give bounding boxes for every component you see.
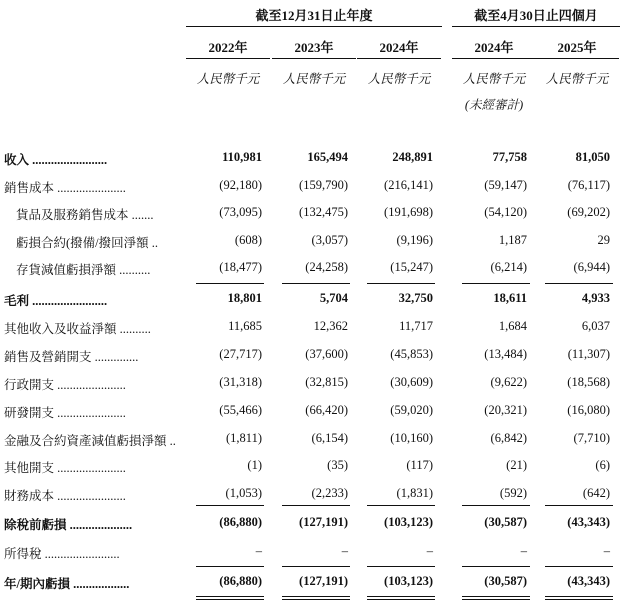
row-label: 財務成本 ...................... <box>4 489 126 503</box>
row-value: (6,944) <box>573 260 610 274</box>
row-label: 存貨減值虧損淨額 .......... <box>16 263 151 277</box>
double-rule-bottom <box>196 599 264 600</box>
row-value: (1,053) <box>225 486 262 500</box>
row-value: (159,790) <box>299 178 348 192</box>
row-value: 6,037 <box>581 319 610 333</box>
row-label: 虧損合約(撥備/撥回淨額 .. <box>16 236 159 250</box>
row-value: (31,318) <box>219 375 262 389</box>
row-value: (86,880) <box>219 574 262 588</box>
row-value: (76,117) <box>567 178 610 192</box>
row-value: (1,831) <box>396 486 433 500</box>
group-underline-annual <box>186 26 442 27</box>
column-underline-4 <box>452 58 536 59</box>
group-header-interim: 截至4月30日止四個月 <box>474 8 598 23</box>
row-value: (132,475) <box>299 205 348 219</box>
row-value: 18,801 <box>227 291 262 305</box>
row-value: 12,362 <box>313 319 348 333</box>
row-value: (55,466) <box>219 403 262 417</box>
row-value: 77,758 <box>492 150 527 164</box>
row-value: (216,141) <box>384 178 433 192</box>
row-value: (18,477) <box>219 260 262 274</box>
row-value: (92,180) <box>219 178 262 192</box>
row-value: (6,214) <box>490 260 527 274</box>
row-label: 其他開支 ...................... <box>4 461 126 475</box>
column-underline-1 <box>186 58 270 59</box>
column-unit-1: 人民幣千元 <box>196 72 260 86</box>
row-value: (3,057) <box>311 233 348 247</box>
row-value: (608) <box>234 233 262 247</box>
row-value: (103,123) <box>384 574 433 588</box>
subtotal-rule <box>462 505 530 506</box>
subtotal-rule <box>545 283 613 284</box>
column-year-2: 2023年 <box>294 40 334 55</box>
row-value: (1,811) <box>226 431 262 445</box>
row-value: (11,307) <box>567 347 610 361</box>
group-header-annual: 截至12月31日止年度 <box>255 8 373 23</box>
row-label: 除稅前虧損 .................... <box>4 518 133 532</box>
row-value: 1,187 <box>498 233 527 247</box>
row-label: 收入 ........................ <box>4 153 108 167</box>
row-value: (43,343) <box>567 515 610 529</box>
column-unit-4: 人民幣千元 <box>462 72 526 86</box>
subtotal-rule <box>282 283 350 284</box>
row-value: (20,321) <box>484 403 527 417</box>
row-value: 11,717 <box>399 319 433 333</box>
subtotal-rule <box>462 283 530 284</box>
row-value: – <box>426 544 433 558</box>
row-value: (15,247) <box>390 260 433 274</box>
double-rule-bottom <box>282 599 350 600</box>
column-underline-3 <box>357 58 441 59</box>
row-value: – <box>341 544 348 558</box>
row-label: 其他收入及收益淨額 .......... <box>4 322 151 336</box>
row-value: (103,123) <box>384 515 433 529</box>
row-value: (21) <box>506 458 527 472</box>
row-label: 研發開支 ...................... <box>4 406 126 420</box>
group-underline-interim <box>452 26 620 27</box>
row-value: 110,981 <box>222 150 262 164</box>
row-value: – <box>603 544 610 558</box>
row-value: – <box>255 544 262 558</box>
row-value: 29 <box>597 233 610 247</box>
row-value: (9,622) <box>490 375 527 389</box>
row-label: 年/期內虧損 .................. <box>4 577 130 591</box>
row-value: (59,147) <box>484 178 527 192</box>
row-value: 18,611 <box>493 291 527 305</box>
row-value: (86,880) <box>219 515 262 529</box>
row-value: 32,750 <box>398 291 433 305</box>
row-value: (37,600) <box>305 347 348 361</box>
row-value: (32,815) <box>305 375 348 389</box>
row-value: (1) <box>247 458 262 472</box>
row-value: (117) <box>406 458 433 472</box>
double-rule-bottom <box>545 599 613 600</box>
row-value: (30,587) <box>484 515 527 529</box>
row-value: (35) <box>327 458 348 472</box>
row-value: (127,191) <box>299 515 348 529</box>
total-rule <box>545 566 613 567</box>
double-rule-top <box>545 596 613 597</box>
row-value: (27,717) <box>219 347 262 361</box>
total-rule <box>367 566 435 567</box>
double-rule-top <box>282 596 350 597</box>
row-value: (30,587) <box>484 574 527 588</box>
row-value: (642) <box>582 486 610 500</box>
column-year-1: 2022年 <box>208 40 248 55</box>
subtotal-rule <box>282 505 350 506</box>
row-value: (69,202) <box>567 205 610 219</box>
subtotal-rule <box>367 283 435 284</box>
total-rule <box>282 566 350 567</box>
row-value: (6,154) <box>311 431 348 445</box>
row-value: (9,196) <box>396 233 433 247</box>
row-value: (30,609) <box>390 375 433 389</box>
row-value: 81,050 <box>575 150 610 164</box>
row-value: (66,420) <box>305 403 348 417</box>
row-value: (6,842) <box>490 431 527 445</box>
row-label: 貨品及服務銷售成本 ....... <box>16 208 154 222</box>
column-unit-5: 人民幣千元 <box>545 72 609 86</box>
double-rule-bottom <box>367 599 435 600</box>
row-value: 1,684 <box>498 319 527 333</box>
row-value: (45,853) <box>390 347 433 361</box>
row-value: (73,095) <box>219 205 262 219</box>
row-label: 銷售及營銷開支 .............. <box>4 350 139 364</box>
subtotal-rule <box>196 283 264 284</box>
row-value: 5,704 <box>319 291 348 305</box>
row-value: (16,080) <box>567 403 610 417</box>
subtotal-rule <box>367 505 435 506</box>
row-value: (2,233) <box>311 486 348 500</box>
column-unit-3: 人民幣千元 <box>367 72 431 86</box>
subtotal-rule <box>545 505 613 506</box>
double-rule-top <box>462 596 530 597</box>
row-value: (7,710) <box>573 431 610 445</box>
row-value: 165,494 <box>307 150 348 164</box>
double-rule-top <box>196 596 264 597</box>
column-year-3: 2024年 <box>379 40 419 55</box>
row-value: (18,568) <box>567 375 610 389</box>
double-rule-top <box>367 596 435 597</box>
row-value: (24,258) <box>305 260 348 274</box>
row-value: 248,891 <box>392 150 433 164</box>
column-note-4: (未經審計) <box>464 98 524 112</box>
subtotal-rule <box>196 505 264 506</box>
row-value: 4,933 <box>581 291 610 305</box>
row-value: (59,020) <box>390 403 433 417</box>
row-value: (127,191) <box>299 574 348 588</box>
row-label: 銷售成本 ...................... <box>4 181 126 195</box>
row-value: (592) <box>499 486 527 500</box>
row-value: (13,484) <box>484 347 527 361</box>
column-underline-5 <box>535 58 619 59</box>
column-year-4: 2024年 <box>474 40 514 55</box>
row-label: 毛利 ........................ <box>4 294 108 308</box>
total-rule <box>462 566 530 567</box>
row-value: – <box>520 544 527 558</box>
row-label: 行政開支 ...................... <box>4 378 126 392</box>
row-value: 11,685 <box>228 319 262 333</box>
column-unit-2: 人民幣千元 <box>282 72 346 86</box>
column-underline-2 <box>272 58 356 59</box>
row-value: (54,120) <box>484 205 527 219</box>
row-label: 所得稅 ........................ <box>4 547 120 561</box>
double-rule-bottom <box>462 599 530 600</box>
row-value: (10,160) <box>390 431 433 445</box>
row-value: (191,698) <box>384 205 433 219</box>
row-value: (43,343) <box>567 574 610 588</box>
total-rule <box>196 566 264 567</box>
column-year-5: 2025年 <box>557 40 597 55</box>
row-value: (6) <box>595 458 610 472</box>
row-label: 金融及合約資產減值虧損淨額 .. <box>4 434 176 448</box>
